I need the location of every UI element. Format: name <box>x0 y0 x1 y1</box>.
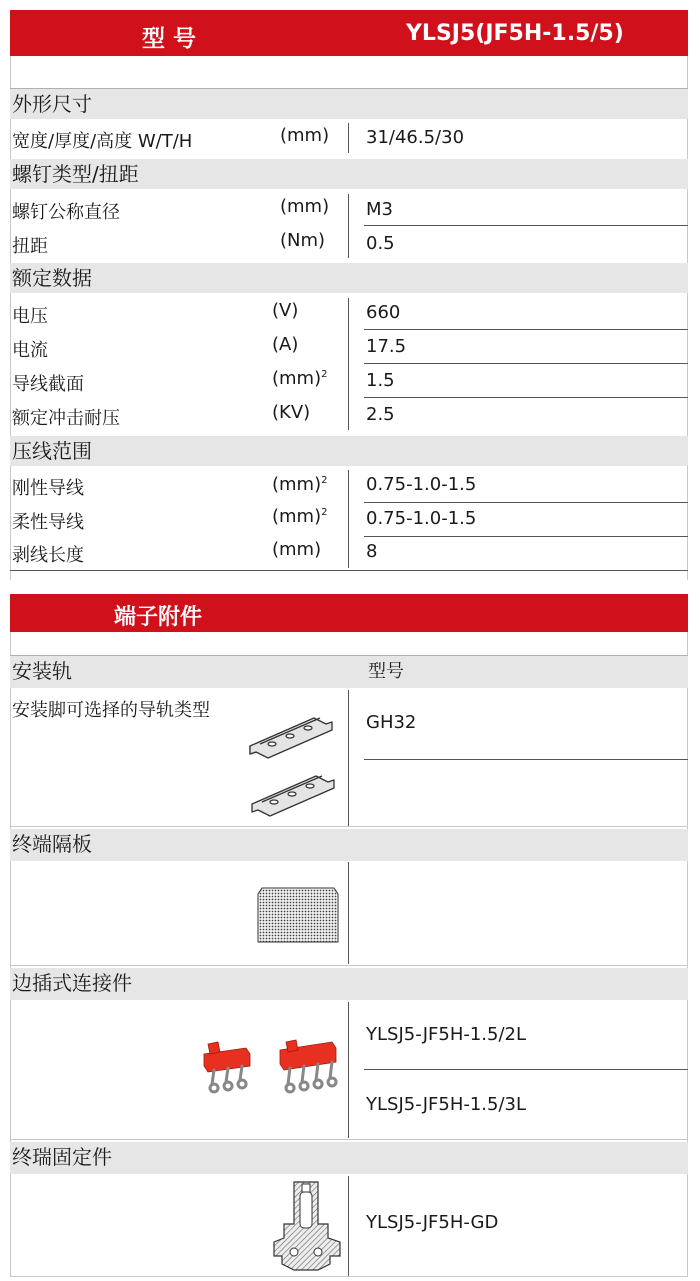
section-title-rail <box>10 656 688 688</box>
spec-unit: (mm) <box>280 125 330 146</box>
row-divider <box>364 759 688 760</box>
section-title-crimp: 压线范围 <box>10 436 688 466</box>
end-bracket-icon <box>272 1180 342 1272</box>
spec-value: 31/46.5/30 <box>366 127 465 148</box>
connector-model-2l: YLSJ5-JF5H-1.5/2L <box>366 1024 527 1045</box>
spec-unit: (KV) <box>272 402 311 423</box>
spec-row <box>10 119 688 153</box>
spec-value: 0.75-1.0-1.5 <box>366 474 477 495</box>
rail-value: GH32 <box>366 712 417 733</box>
spec-label: 电压 <box>12 306 48 327</box>
spec-row <box>10 364 688 398</box>
model-header <box>10 10 688 56</box>
divider <box>10 1276 688 1277</box>
column-divider <box>348 194 349 258</box>
section-title-rated: 额定数据 <box>10 263 688 293</box>
spec-row <box>10 398 688 432</box>
superscript: 2 <box>321 507 328 518</box>
spec-value: 660 <box>366 302 401 323</box>
spec-value: 17.5 <box>366 336 407 357</box>
column-divider <box>348 1176 349 1276</box>
spec-value: 0.5 <box>366 233 395 254</box>
row-divider <box>364 1069 688 1070</box>
column-divider <box>348 470 349 568</box>
model-label: 型 号 <box>142 26 197 52</box>
spec-value: 0.75-1.0-1.5 <box>366 508 477 529</box>
superscript: 2 <box>321 369 328 380</box>
spec-value: M3 <box>366 199 393 220</box>
rail-desc: 安装脚可选择的导轨类型 <box>12 700 210 721</box>
accessories-header <box>10 594 688 632</box>
spec-label: 柔性导线 <box>12 512 84 533</box>
rail-model-header: 型号 <box>368 661 404 682</box>
section-title-dimensions: 外形尺寸 <box>10 89 688 119</box>
spec-row <box>10 296 688 330</box>
rail-row <box>10 690 688 826</box>
spec-unit: (mm) <box>272 539 322 560</box>
spec-label: 剥线长度 <box>12 545 84 566</box>
column-divider <box>348 1002 349 1138</box>
section-title-side-connector: 边插式连接件 <box>10 968 688 1000</box>
spec-label: 导线截面 <box>12 374 84 395</box>
section-title-end-fixer: 终瑞固定件 <box>10 1142 688 1174</box>
spec-label: 电流 <box>12 340 48 361</box>
end-plate-icon <box>256 886 340 944</box>
column-divider <box>348 123 349 153</box>
spec-row <box>10 330 688 364</box>
spec-unit: (mm)$^2$ <box>272 368 328 389</box>
section-title-end-plate: 终端隔板 <box>10 829 688 861</box>
spec-row <box>10 192 688 226</box>
rail-title: 安装轨 <box>12 659 72 683</box>
spec-label: 刚性导线 <box>12 478 84 499</box>
superscript: 2 <box>321 475 328 486</box>
spec-unit: (mm)$^2$ <box>272 506 328 527</box>
divider <box>10 826 688 827</box>
column-divider <box>348 862 349 964</box>
accessories-title: 端子附件 <box>114 605 203 630</box>
spec-value: 1.5 <box>366 370 395 391</box>
connector-model-3l: YLSJ5-JF5H-1.5/3L <box>366 1094 527 1115</box>
column-divider <box>348 690 349 826</box>
din-rail-icon <box>246 704 338 820</box>
spec-unit: (mm)$^2$ <box>272 474 328 495</box>
spec-unit: (Nm) <box>280 230 326 251</box>
table-bottom <box>10 570 688 571</box>
spec-unit: (V) <box>272 300 299 321</box>
column-divider <box>348 298 349 430</box>
spec-label: 额定冲击耐压 <box>12 408 120 429</box>
spec-row <box>10 503 688 537</box>
spec-unit: (A) <box>272 334 299 355</box>
spec-row <box>10 537 688 569</box>
model-value: YLSJ5(JF5H-1.5/5) <box>406 21 624 46</box>
side-connector-row <box>10 1002 688 1138</box>
divider <box>10 1139 688 1140</box>
spec-unit: (mm) <box>280 196 330 217</box>
spec-value: 2.5 <box>366 404 395 425</box>
divider <box>10 965 688 966</box>
spec-row <box>10 468 688 502</box>
section-title-screw: 螺钉类型/扭距 <box>10 159 688 189</box>
spec-label: 宽度/厚度/高度 W/T/H <box>12 131 193 152</box>
jumper-bridge-icon <box>194 1038 344 1098</box>
end-fixer-row <box>10 1176 688 1276</box>
spec-label: 扭距 <box>12 236 48 257</box>
spec-value: 8 <box>366 541 378 562</box>
end-fixer-model: YLSJ5-JF5H-GD <box>366 1212 499 1233</box>
end-plate-row <box>10 862 688 964</box>
spec-label: 螺钉公称直径 <box>12 202 120 223</box>
spec-row <box>10 226 688 260</box>
